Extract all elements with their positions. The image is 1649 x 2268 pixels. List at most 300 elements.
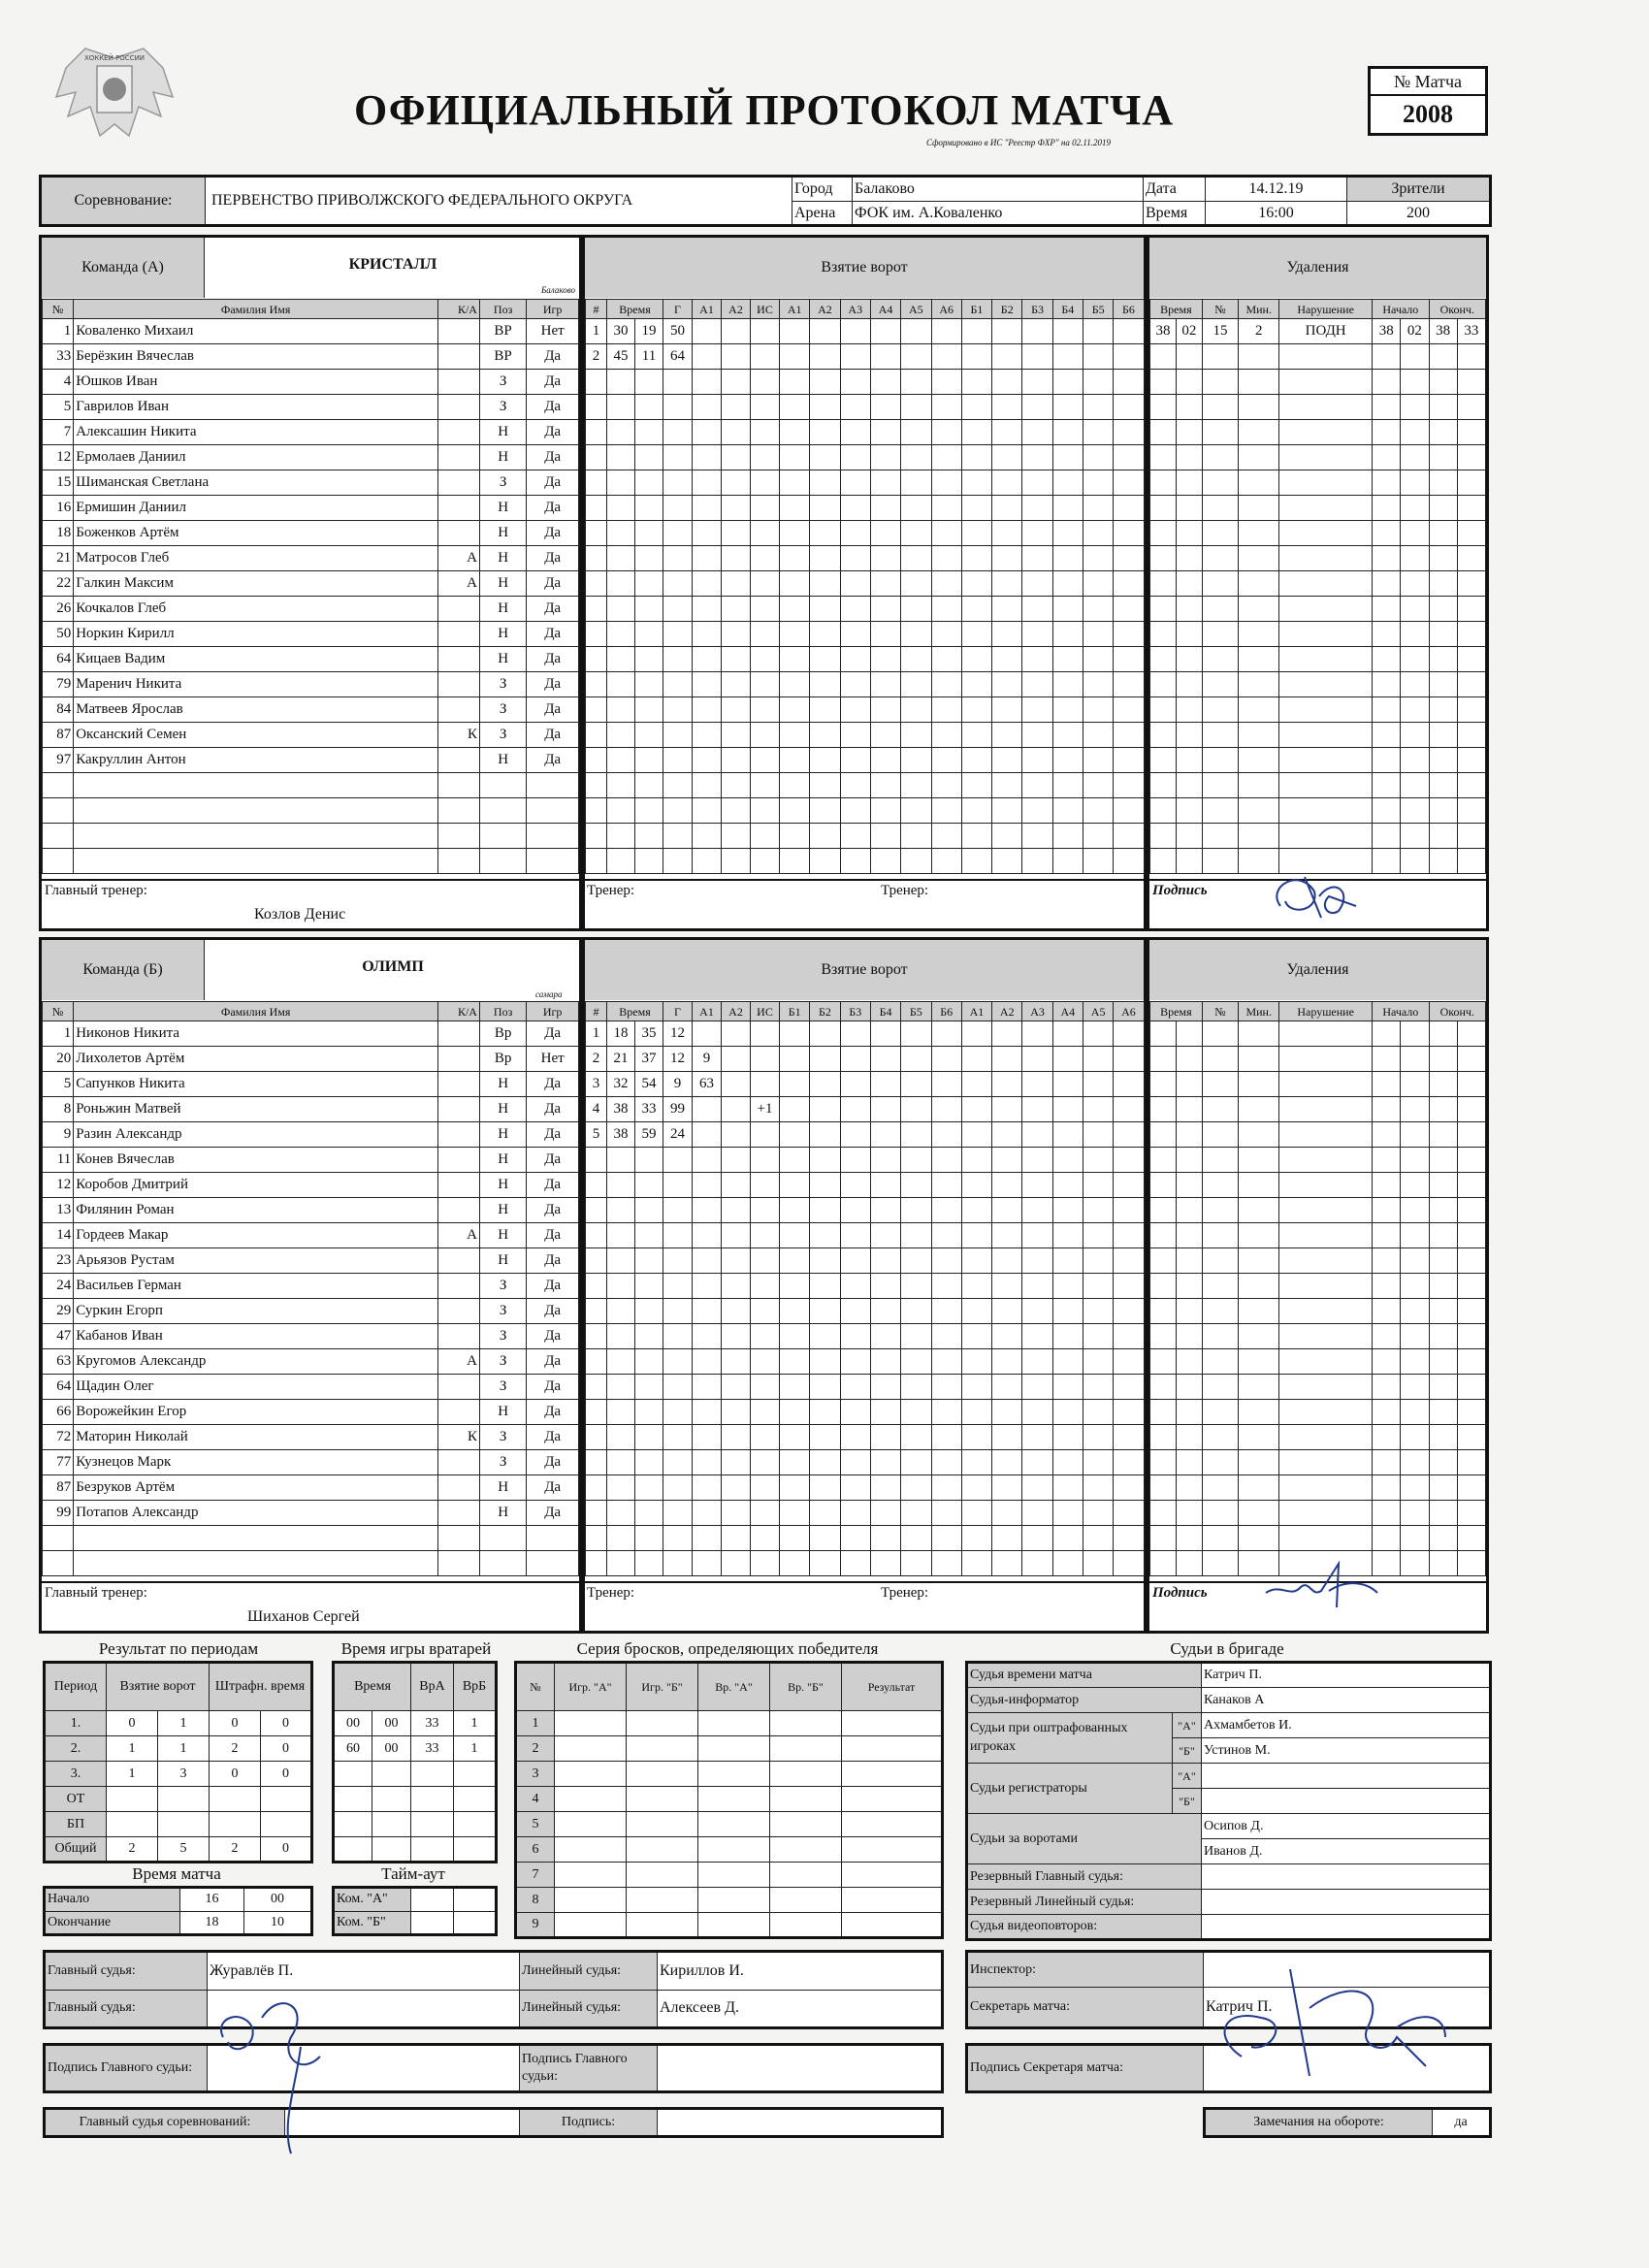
player-position — [479, 849, 526, 874]
goal-onice-cell — [870, 1223, 900, 1248]
goal-onice-cell — [810, 319, 840, 344]
pen-header-num: № — [1202, 300, 1238, 319]
pen-end-sec — [1457, 1324, 1485, 1349]
player-name: Юшков Иван — [74, 370, 438, 395]
goal-onice-cell — [780, 344, 810, 370]
shootout-h-pb: Игр. "Б" — [627, 1663, 698, 1711]
goal-onice-cell — [870, 344, 900, 370]
match-no-label: № Матча — [1370, 68, 1487, 95]
pen-end-min: 38 — [1429, 319, 1457, 344]
goal-onice-cell — [931, 1248, 961, 1274]
player-number: 63 — [43, 1349, 74, 1375]
pen-time-min — [1150, 672, 1177, 697]
player-position: Н — [479, 622, 526, 647]
penalties-header — [1150, 300, 1486, 319]
pen-minutes — [1239, 1198, 1279, 1223]
pen-end-sec: 33 — [1457, 319, 1485, 344]
goal-onice-cell — [1052, 546, 1083, 571]
goal-situation — [751, 1375, 780, 1400]
period-pen-b — [261, 1812, 312, 1837]
goal-time-sec — [635, 798, 663, 824]
goal-onice-cell — [931, 1324, 961, 1349]
goal-onice-cell — [840, 1475, 870, 1501]
player-played — [527, 1551, 579, 1576]
goal-scorer — [663, 521, 693, 546]
goal-onice-cell — [992, 1450, 1022, 1475]
player-row — [43, 344, 579, 370]
goals-header-onice: Б2 — [992, 300, 1022, 319]
pen-player — [1202, 1400, 1238, 1425]
pen-time-sec — [1176, 1551, 1202, 1576]
goal-row — [586, 1148, 1145, 1173]
goal-onice-cell — [780, 622, 810, 647]
player-role: А — [438, 571, 480, 597]
goal-onice-cell — [1114, 1349, 1144, 1375]
team-a-coach-label: Тренер: — [587, 883, 635, 898]
goal-onice-cell — [780, 571, 810, 597]
penalty-row — [1150, 798, 1486, 824]
goalie-a: 33 — [411, 1736, 454, 1762]
goal-row — [586, 521, 1145, 546]
goal-onice-cell — [1083, 1021, 1113, 1047]
goal-index — [586, 1450, 607, 1475]
goal-onice-cell — [1083, 470, 1113, 496]
penalty-row — [1150, 546, 1486, 571]
goal-row — [586, 1299, 1145, 1324]
team-b-name: ОЛИМП — [362, 958, 424, 975]
goalie-min: 00 — [334, 1711, 372, 1736]
goalie-a — [411, 1762, 454, 1787]
pen-start-min — [1373, 1349, 1401, 1375]
player-name: Кицаев Вадим — [74, 647, 438, 672]
goal-time-min — [607, 546, 635, 571]
shootout-cell — [698, 1863, 770, 1888]
main-referee-signature — [204, 1950, 378, 2163]
pen-end-sec — [1457, 824, 1485, 849]
goal-onice-cell — [870, 622, 900, 647]
player-name: Боженков Артём — [74, 521, 438, 546]
shootout-cell — [698, 1787, 770, 1812]
player-name: Ермишин Даниил — [74, 496, 438, 521]
player-played: Да — [527, 496, 579, 521]
pen-player — [1202, 470, 1238, 496]
goal-onice-cell — [961, 1450, 991, 1475]
goal-onice-cell — [840, 697, 870, 723]
pen-time-sec — [1176, 697, 1202, 723]
goalie-sec — [372, 1812, 411, 1837]
goal-onice-cell — [901, 1047, 931, 1072]
goalie-a — [411, 1812, 454, 1837]
goal-onice-cell — [780, 1324, 810, 1349]
goal-onice-cell — [901, 1198, 931, 1223]
goal-assist-1 — [693, 1148, 722, 1173]
pen-end-min — [1429, 1021, 1457, 1047]
goal-onice-cell — [961, 824, 991, 849]
player-position: З — [479, 1349, 526, 1375]
goal-onice-cell — [870, 697, 900, 723]
goal-onice-cell — [780, 445, 810, 470]
pen-violation — [1279, 723, 1373, 748]
player-row — [43, 798, 579, 824]
pen-start-sec — [1401, 798, 1429, 824]
shootout-cell — [627, 1913, 698, 1938]
pen-player — [1202, 1526, 1238, 1551]
player-number: 24 — [43, 1274, 74, 1299]
city-label: Город — [792, 177, 853, 202]
player-name: Кузнецов Марк — [74, 1450, 438, 1475]
goals-header-onice: А1 — [961, 1002, 991, 1021]
goal-onice-cell — [780, 1274, 810, 1299]
pen-start-sec — [1401, 1198, 1429, 1223]
goal-assist-2 — [722, 1248, 751, 1274]
player-row — [43, 1501, 579, 1526]
goal-onice-cell — [810, 1324, 840, 1349]
goal-onice-cell — [1022, 1248, 1052, 1274]
pen-time-min — [1150, 1148, 1177, 1173]
periods-h-pen: Штрафн. время — [210, 1663, 312, 1711]
shootout-cell — [698, 1711, 770, 1736]
pen-minutes — [1239, 1072, 1279, 1097]
goal-onice-cell — [1083, 1551, 1113, 1576]
goal-onice-cell — [931, 849, 961, 874]
player-row — [43, 1223, 579, 1248]
arena-value: ФОК им. А.Коваленко — [853, 202, 1144, 226]
goal-onice-cell — [1114, 1198, 1144, 1223]
goals-header-onice: Б3 — [1022, 300, 1052, 319]
goal-assist-2 — [722, 470, 751, 496]
player-row — [43, 1375, 579, 1400]
shootout-cell — [842, 1812, 943, 1837]
goal-scorer — [663, 571, 693, 597]
pen-end-min — [1429, 546, 1457, 571]
goal-onice-cell — [901, 1475, 931, 1501]
pen-end-min — [1429, 445, 1457, 470]
pen-time-min — [1150, 849, 1177, 874]
player-played: Да — [527, 395, 579, 420]
goal-time-min — [607, 1375, 635, 1400]
shootout-cell — [770, 1837, 842, 1863]
goalie-b: 1 — [454, 1736, 497, 1762]
pen-minutes — [1239, 672, 1279, 697]
goal-onice-cell — [931, 597, 961, 622]
match-number-box — [1368, 66, 1488, 136]
match-time-table — [43, 1886, 313, 1936]
pen-end-sec — [1457, 1274, 1485, 1299]
pen-start-min — [1373, 824, 1401, 849]
goal-onice-cell — [1052, 496, 1083, 521]
goal-row — [586, 1198, 1145, 1223]
pen-end-sec — [1457, 420, 1485, 445]
pen-player — [1202, 1198, 1238, 1223]
goal-index — [586, 798, 607, 824]
player-number — [43, 824, 74, 849]
informer-label: Судья-информатор — [967, 1688, 1202, 1713]
player-number: 1 — [43, 319, 74, 344]
goal-onice-cell — [810, 622, 840, 647]
goal-onice-cell — [1052, 1198, 1083, 1223]
competition-label: Соревнование: — [41, 177, 206, 226]
goal-assist-1 — [693, 1248, 722, 1274]
goal-onice-cell — [1052, 1248, 1083, 1274]
goal-onice-cell — [870, 546, 900, 571]
player-position: Н — [479, 1198, 526, 1223]
goal-row — [586, 849, 1145, 874]
goals-header-onice: А1 — [780, 300, 810, 319]
goal-onice-cell — [840, 824, 870, 849]
player-number: 21 — [43, 546, 74, 571]
goal-time-min: 21 — [607, 1047, 635, 1072]
goal-row — [586, 1450, 1145, 1475]
player-number: 7 — [43, 420, 74, 445]
pen-header-start: Начало — [1373, 1002, 1429, 1021]
goal-onice-cell — [1114, 546, 1144, 571]
period-goals-b: 3 — [158, 1762, 210, 1787]
goal-onice-cell — [1052, 672, 1083, 697]
goal-time-min — [607, 496, 635, 521]
goal-row — [586, 597, 1145, 622]
goal-onice-cell — [992, 1148, 1022, 1173]
player-role — [438, 849, 480, 874]
goal-assist-2 — [722, 344, 751, 370]
pen-start-sec — [1401, 1122, 1429, 1148]
goal-onice-cell — [931, 445, 961, 470]
goal-onice-cell — [992, 1248, 1022, 1274]
goal-onice-cell — [901, 1501, 931, 1526]
player-name: Какруллин Антон — [74, 748, 438, 773]
pen-time-min — [1150, 1551, 1177, 1576]
goal-assist-1 — [693, 420, 722, 445]
goal-time-min — [607, 849, 635, 874]
remarks-label: Замечания на обороте: — [1205, 2109, 1433, 2137]
goal-assist-2 — [722, 420, 751, 445]
match-no: 2008 — [1370, 95, 1487, 135]
goal-scorer — [663, 597, 693, 622]
goal-onice-cell — [961, 672, 991, 697]
goal-index — [586, 546, 607, 571]
shootout-cell — [555, 1888, 627, 1913]
goal-onice-cell — [780, 1375, 810, 1400]
goal-situation — [751, 344, 780, 370]
goal-onice-cell — [931, 1475, 961, 1501]
goal-onice-cell — [1083, 1274, 1113, 1299]
goal-index: 4 — [586, 1097, 607, 1122]
goal-onice-cell — [1022, 1551, 1052, 1576]
goal-onice-cell — [992, 748, 1022, 773]
goal-row — [586, 824, 1145, 849]
goal-assist-1 — [693, 344, 722, 370]
pen-player — [1202, 647, 1238, 672]
pen-player — [1202, 1324, 1238, 1349]
goals-header — [586, 300, 1145, 319]
shootout-cell — [770, 1762, 842, 1787]
goal-index — [586, 1349, 607, 1375]
goal-onice-cell — [1052, 344, 1083, 370]
goal-onice-cell — [810, 496, 840, 521]
goals-header-a2: А2 — [722, 1002, 751, 1021]
goal-onice-cell — [870, 597, 900, 622]
pen-end-min — [1429, 672, 1457, 697]
player-number: 29 — [43, 1299, 74, 1324]
goal-onice-cell — [901, 798, 931, 824]
goal-onice-cell — [1022, 1475, 1052, 1501]
player-played: Да — [527, 1349, 579, 1375]
penalty-row — [1150, 470, 1486, 496]
goals-header-onice: А3 — [840, 300, 870, 319]
goal-onice-cell — [1022, 748, 1052, 773]
pen-header-time: Время — [1150, 1002, 1203, 1021]
player-row — [43, 672, 579, 697]
goal-time-sec — [635, 1475, 663, 1501]
pen-time-min — [1150, 1501, 1177, 1526]
goal-onice-cell — [1114, 748, 1144, 773]
player-played: Да — [527, 470, 579, 496]
penalty-row — [1150, 723, 1486, 748]
goal-time-min — [607, 470, 635, 496]
goal-situation — [751, 1274, 780, 1299]
goal-onice-cell — [901, 1072, 931, 1097]
pen-end-min — [1429, 521, 1457, 546]
goal-onice-cell — [1114, 1248, 1144, 1274]
pen-minutes — [1239, 1097, 1279, 1122]
goal-assist-2 — [722, 1400, 751, 1425]
goal-time-sec — [635, 420, 663, 445]
pen-violation — [1279, 1097, 1373, 1122]
goal-onice-cell — [992, 1425, 1022, 1450]
player-position: Н — [479, 1072, 526, 1097]
goal-onice-cell — [840, 420, 870, 445]
goal-time-sec: 59 — [635, 1122, 663, 1148]
goal-assist-1 — [693, 1400, 722, 1425]
goal-time-sec — [635, 1501, 663, 1526]
eagle-emblem-icon — [47, 39, 182, 155]
pen-player — [1202, 1501, 1238, 1526]
goal-onice-cell — [1022, 697, 1052, 723]
goal-index — [586, 1551, 607, 1576]
player-name: Васильев Герман — [74, 1274, 438, 1299]
period-row — [45, 1787, 312, 1812]
player-row — [43, 1047, 579, 1072]
pen-player — [1202, 1223, 1238, 1248]
pen-end-sec — [1457, 470, 1485, 496]
pen-start-sec — [1401, 1400, 1429, 1425]
goals-header-onice: А5 — [901, 300, 931, 319]
goal-scorer — [663, 1349, 693, 1375]
goal-index — [586, 672, 607, 697]
linesman-label-2: Линейный судья: — [520, 1990, 658, 2028]
pen-start-min — [1373, 723, 1401, 748]
shootout-cell — [842, 1913, 943, 1938]
period-row — [45, 1762, 312, 1787]
pen-time-min — [1150, 1274, 1177, 1299]
goal-onice-cell — [810, 1072, 840, 1097]
goal-assist-2 — [722, 496, 751, 521]
player-name — [74, 773, 438, 798]
pen-minutes — [1239, 1047, 1279, 1072]
goal-scorer — [663, 395, 693, 420]
player-played — [527, 1526, 579, 1551]
pen-start-min — [1373, 1501, 1401, 1526]
player-role — [438, 1021, 480, 1047]
goal-scorer — [663, 1248, 693, 1274]
pen-end-min — [1429, 798, 1457, 824]
pen-end-sec — [1457, 1349, 1485, 1375]
pen-player — [1202, 849, 1238, 874]
player-role — [438, 798, 480, 824]
goal-assist-1 — [693, 319, 722, 344]
goal-onice-cell — [931, 420, 961, 445]
penalty-row — [1150, 1299, 1486, 1324]
goal-onice-cell — [992, 697, 1022, 723]
pen-end-sec — [1457, 1526, 1485, 1551]
pen-end-sec — [1457, 1248, 1485, 1274]
goal-onice-cell — [1022, 1122, 1052, 1148]
shootout-cell — [627, 1762, 698, 1787]
player-number: 33 — [43, 344, 74, 370]
signature-main-table — [43, 2043, 944, 2093]
player-row — [43, 1450, 579, 1475]
shootout-cell — [627, 1837, 698, 1863]
player-position — [479, 773, 526, 798]
player-position: ВР — [479, 319, 526, 344]
shootout-title: Серия бросков, определяющих победителя — [576, 1639, 879, 1658]
goal-onice-cell — [1052, 1299, 1083, 1324]
goal-onice-cell — [961, 1349, 991, 1375]
goal-onice-cell — [901, 470, 931, 496]
goal-situation — [751, 1047, 780, 1072]
goal-assist-2 — [722, 1299, 751, 1324]
goal-onice-cell — [931, 647, 961, 672]
video-label: Судья видеоповторов: — [967, 1915, 1202, 1940]
pen-start-sec — [1401, 849, 1429, 874]
pen-player — [1202, 521, 1238, 546]
period-pen-b: 0 — [261, 1736, 312, 1762]
player-played: Да — [527, 1148, 579, 1173]
goalie-sec — [372, 1787, 411, 1812]
goal-onice-cell — [1022, 496, 1052, 521]
secretary-signature — [1203, 1950, 1474, 2086]
period-pen-b — [261, 1787, 312, 1812]
pen-time-sec — [1176, 420, 1202, 445]
pen-player — [1202, 1299, 1238, 1324]
goal-time-sec — [635, 1450, 663, 1475]
pen-start-min — [1373, 597, 1401, 622]
penalty-row — [1150, 1223, 1486, 1248]
pen-time-min — [1150, 1400, 1177, 1425]
shootout-cell — [555, 1736, 627, 1762]
goal-onice-cell — [780, 798, 810, 824]
goal-onice-cell — [810, 1122, 840, 1148]
goal-row — [586, 748, 1145, 773]
pen-start-min — [1373, 445, 1401, 470]
logo-text: ХОККЕЙ РОССИИ — [83, 54, 146, 62]
city-value: Балаково — [853, 177, 1144, 202]
pen-time-sec — [1176, 470, 1202, 496]
goal-assist-1 — [693, 1274, 722, 1299]
goal-onice-cell — [1114, 849, 1144, 874]
player-name: Галкин Максим — [74, 571, 438, 597]
goal-index — [586, 395, 607, 420]
goal-onice-cell — [961, 748, 991, 773]
goal-assist-2 — [722, 521, 751, 546]
player-role — [438, 1324, 480, 1349]
player-played: Да — [527, 1501, 579, 1526]
goal-row — [586, 723, 1145, 748]
goal-onice-cell — [901, 546, 931, 571]
pen-time-sec — [1176, 672, 1202, 697]
goal-onice-cell — [840, 1173, 870, 1198]
comp-ref-label: Главный судья соревнований: — [45, 2109, 285, 2137]
goal-onice-cell — [1114, 1324, 1144, 1349]
